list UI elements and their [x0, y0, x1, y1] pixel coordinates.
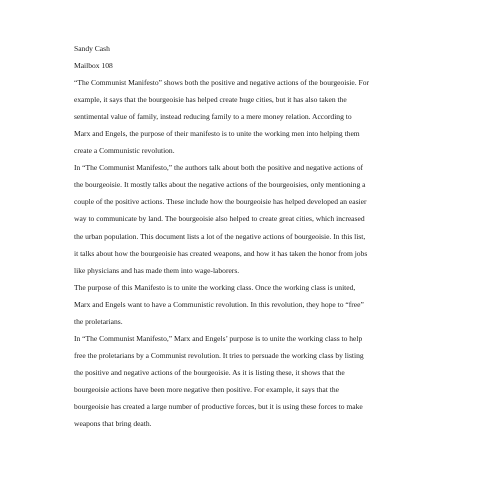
text-line: In “The Communist Manifesto,” Marx and Engels’ purpose is to unite the working class to help	[74, 333, 363, 343]
text-line: the proletarians.	[74, 316, 123, 326]
text-line: bourgeoisie actions have been more negative then positive. For example, it says that the	[74, 384, 339, 394]
text-line: way to communicate by land. The bourgeoisie also helped to create great cities, which increased	[74, 214, 365, 224]
text-line: Marx and Engels, the purpose of their manifesto is to unite the working men into helping them	[74, 129, 360, 139]
mailbox-number: Mailbox 108	[74, 61, 113, 71]
text-line: In “The Communist Manifesto,” the authors talk about both the positive and negative actions of	[74, 163, 364, 173]
text-line: it talks about how the bourgeoisie has created weapons, and how it has taken the honor from jobs	[74, 248, 368, 258]
text-line: “The Communist Manifesto” shows both the positive and negative actions of the bourgeoisie. For	[74, 78, 369, 88]
text-line: example, it says that the bourgeoisie has helped create huge cities, but it has also taken the	[74, 95, 347, 105]
text-line: bourgeoisie has created a large number of productive forces, but it is using these forces to make	[74, 401, 363, 411]
paragraph-2	[74, 159, 434, 278]
document-body	[74, 40, 434, 432]
text-line: the positive and negative actions of the bourgeoisie. As it is listing these, it shows that the	[74, 367, 345, 377]
text-line: like physicians and has made them into wage-laborers.	[74, 265, 240, 275]
text-line: couple of the positive actions. These include how the bourgeoisie has helped developed an easier	[74, 197, 367, 207]
text-line: weapons that bring death.	[74, 419, 152, 429]
text-line: create a Communistic revolution.	[74, 146, 175, 156]
text-line: the urban population. This document lists a lot of the negative actions of bourgeoisie. In this list,	[74, 231, 366, 241]
text-line: The purpose of this Manifesto is to unite the working class. Once the working class is united,	[74, 282, 356, 292]
paragraph-3	[74, 279, 434, 330]
text-line: Marx and Engels want to have a Communistic revolution. In this revolution, they hope to “free”	[74, 299, 364, 309]
paragraph-1	[74, 74, 434, 159]
text-line: the bourgeoisie. It mostly talks about the negative actions of the bourgeoisies, only mentioning a	[74, 180, 366, 190]
author-name: Sandy Cash	[74, 44, 110, 53]
paragraph-4	[74, 330, 434, 432]
text-line: free the proletarians by a Communist revolution. It tries to persuade the working class by listing	[74, 350, 364, 360]
text-line: sentimental value of family, instead reducing family to a mere money relation. According to	[74, 112, 352, 122]
